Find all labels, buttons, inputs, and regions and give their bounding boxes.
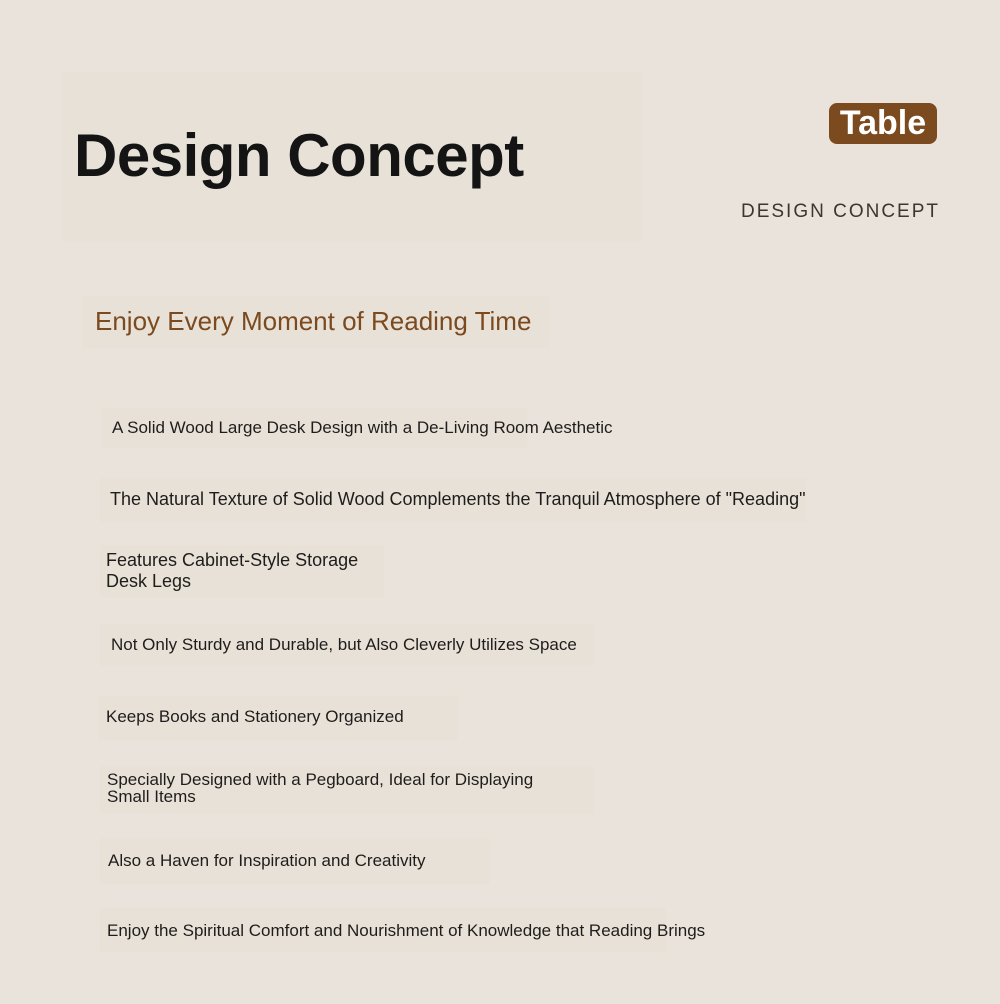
feature-text xyxy=(112,418,613,438)
feature-line: A Solid Wood Large Desk Design with a De-Living Room Aesthetic xyxy=(112,418,613,437)
feature-text xyxy=(108,851,426,871)
category-badge: Table xyxy=(829,103,937,144)
feature-line: The Natural Texture of Solid Wood Complements the Tranquil Atmosphere of "Reading" xyxy=(110,489,806,509)
feature-line: Keeps Books and Stationery Organized xyxy=(106,707,404,726)
feature-text xyxy=(110,489,806,510)
feature-line: Enjoy the Spiritual Comfort and Nourishment of Knowledge that Reading Brings xyxy=(107,921,706,940)
feature-line: Features Cabinet-Style Storage xyxy=(106,550,359,570)
feature-line: Not Only Sturdy and Durable, but Also Cleverly Utilizes Space xyxy=(111,635,577,654)
feature-text xyxy=(106,707,404,727)
feature-line: Small Items xyxy=(107,787,196,806)
feature-text xyxy=(107,921,705,941)
tagline: Enjoy Every Moment of Reading Time xyxy=(95,306,532,336)
page-subtitle: DESIGN CONCEPT xyxy=(740,201,940,222)
feature-text xyxy=(106,550,358,592)
feature-line: Also a Haven for Inspiration and Creativity xyxy=(108,851,426,870)
feature-text xyxy=(111,635,577,655)
page-title: Design Concept xyxy=(74,122,524,189)
feature-line: Specially Designed with a Pegboard, Ideal for Displaying xyxy=(107,770,534,789)
feature-text xyxy=(107,771,533,805)
feature-line: Desk Legs xyxy=(106,571,192,591)
